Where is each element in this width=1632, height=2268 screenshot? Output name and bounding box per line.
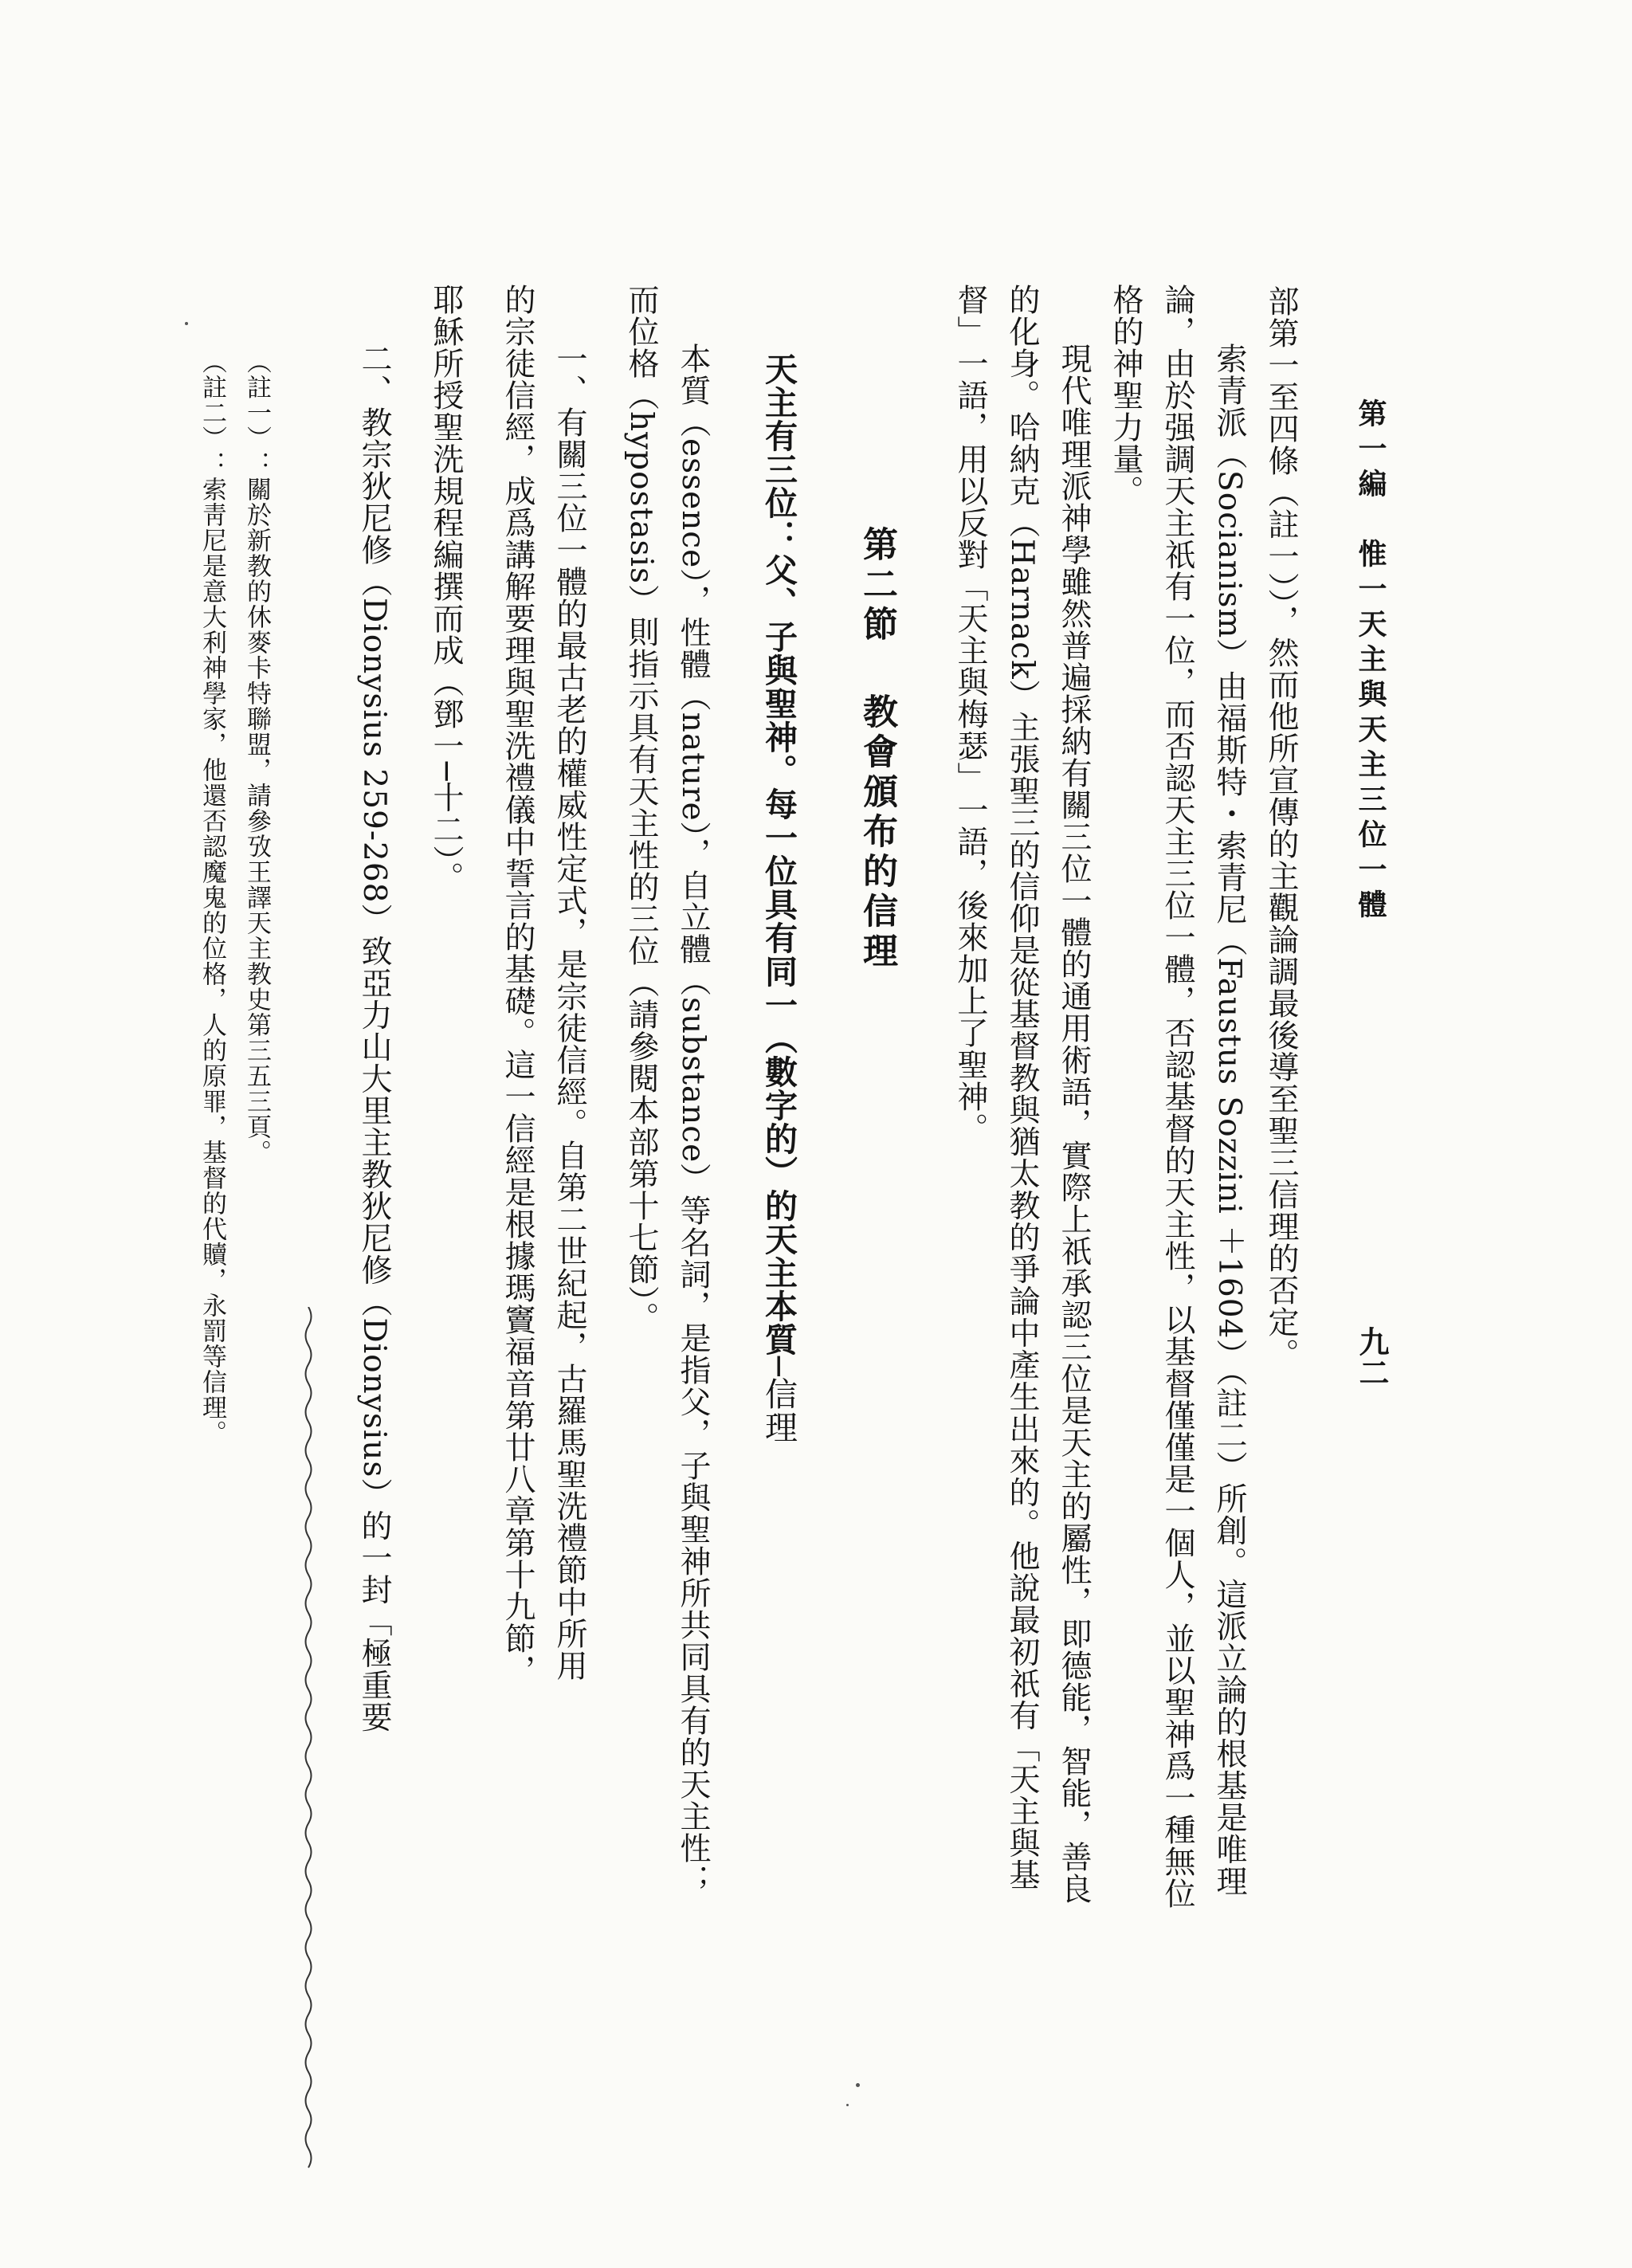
dogma-text: 天主有三位：父、子與聖神。每一位具有同一（數字的）的天主本質 bbox=[759, 352, 798, 1356]
body-line-6: 的化身。哈納克（Harnack）主張聖三的信仰是從基督教與猶太教的爭論中產生出來的。他說最初祇有「天主與基 bbox=[1004, 284, 1040, 1891]
footnote-divider bbox=[296, 1307, 320, 2176]
footnote-2: （註二）：索靑尼是意大利神學家，他還否認魔鬼的位格，人的原罪，基督的代贖，永罰等信理。 bbox=[198, 349, 226, 1446]
scan-speck bbox=[846, 2104, 849, 2106]
body-line-12: 耶穌所授聖洗規程編撰而成（鄧一─十二）。 bbox=[428, 284, 464, 893]
body-line-13: 二、教宗狄尼修（Dionysius 259-268）致亞力山大里主教狄尼修（Dionysius）的一封「極重要 bbox=[356, 343, 392, 1733]
scan-speck bbox=[856, 2083, 860, 2087]
page-number: 九二 bbox=[1354, 1326, 1390, 1388]
body-line-3: 論，由於强調天主祇有一位，而否認天主三位一體，否認基督的天主性，以基督僅僅是一個人，並以聖神爲一種無位 bbox=[1159, 284, 1195, 1909]
body-line-10: 一、有關三位一體的最古老的權威性定式，是宗徒信經。自第二世紀起，古羅馬聖洗禮節中所用 bbox=[551, 343, 587, 1681]
section-title: 教會頒布的信理 bbox=[857, 693, 897, 972]
body-line-1: 部第一至四條（註一）），然而他所宣傳的主觀論調最後導至聖三信理的否定。 bbox=[1263, 285, 1299, 1370]
body-line-11: 的宗徒信經，成爲講解要理與聖洗禮儀中誓言的基礎。這一信經是根據瑪竇福音第廿八章第十九節， bbox=[500, 284, 536, 1686]
body-line-2: 索青派（Socianism）由福斯特・索青尼（Faustus Sozzini ＋1604）（註二）所創。這派立論的根基是唯理 bbox=[1211, 343, 1247, 1897]
body-line-9: 而位格（hypostasis）則指示具有天主性的三位（請參閱本部第十七節）。 bbox=[623, 284, 659, 1334]
body-line-7: 督」一語，用以反對「天主與梅瑟」一語，後來加上了聖神。 bbox=[952, 284, 988, 1144]
body-line-5: 現代唯理派神學雖然普遍採納有關三位一體的通用術語，實際上祇承認三位是天主的屬性，即德能，智能，善良 bbox=[1056, 343, 1092, 1905]
body-line-8: 本質（essence），性體（nature），自立體（substance）等名詞，是指父，子與聖神所共同具有的天主性； bbox=[675, 343, 711, 1897]
dogma-label: ─信理 bbox=[759, 1356, 798, 1444]
body-line-4: 格的神聖力量。 bbox=[1108, 284, 1144, 507]
section-number: 第二節 bbox=[857, 526, 897, 645]
footnote-1: （註一）：關於新教的休麥卡特聯盟，請參攷王譯天主教史第三五三頁。 bbox=[242, 349, 271, 1165]
dogma-statement bbox=[759, 352, 798, 1444]
section-heading bbox=[857, 526, 897, 972]
running-header-title: 第一編 惟一天主與天主三位一體 bbox=[1354, 398, 1387, 924]
scan-speck bbox=[185, 322, 188, 325]
